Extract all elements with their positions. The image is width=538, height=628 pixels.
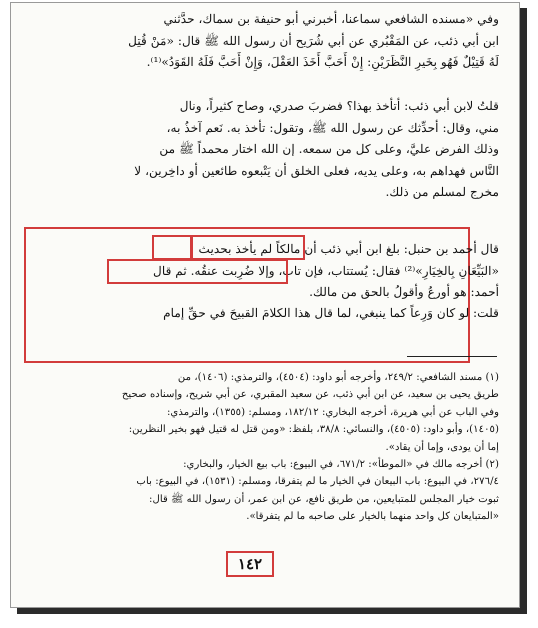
- paragraph-2: [29, 96, 499, 204]
- paragraph-4: [29, 303, 499, 325]
- highlight-box-malik: [152, 235, 192, 260]
- footnote-line: طريق يحيى بن سعيد، عن ابن أبي ذئب، عن سعيد المقبري، عن أبي شريح، وإسناده صحيح: [121, 389, 499, 401]
- text-line: «البَيِّعَانِ بِالخِيَارِ»⁽²⁾ فقال: يُستتاب، فإن تاب، وإلا ضُرِبت عنقُه. ثم قال: [153, 263, 499, 278]
- footnote-line: ثبوت خيار المجلس للمتبايعين، من طريق نافع، عن ابن عمر، أن رسول الله ﷺ قال:: [149, 493, 499, 505]
- highlight-box-execution: [107, 259, 288, 284]
- text-line: قلت: لو كان وَرِعاً كما ينبغي، لما قال هذا الكلامَ القبيحَ في حقِّ إمام: [163, 306, 499, 320]
- footnote-line: وفي الباب عن أبي هريرة، أخرجه البخاري: ١٨٢/١٢، ومسلم: (١٣٥٥)، والترمذي:: [167, 406, 499, 418]
- footnote-line: (١٤٠٥)، وأبو داود: (٤٥٠٥)، والنسائي: ٣٨/٨، بلفظ: «ومن قتل له قتيل فهو بخير النظرين:: [128, 424, 499, 436]
- text-line: مني، وقال: أحدِّثك عن رسول الله ﷺ، وتقول: تأخذ به. نَعم آخذُ به،: [166, 120, 499, 135]
- text-line: ابن أبي ذئب، عن المَقْبُري عن أبي شُرَيح أن رسول الله ﷺ قال: «مَنْ قُتِل: [128, 33, 499, 48]
- text-line: قال أحمد بن حنبل: بلغ ابن أبي ذئب أن مالكاً لم يأخذ بحديث: [198, 242, 499, 256]
- paragraph-1: [29, 9, 499, 74]
- text-line: أحمد: هو أورعُ وأقولُ بالحق من مالك.: [309, 285, 499, 299]
- document-page: [10, 2, 520, 608]
- page-number: ١٤٢: [226, 551, 274, 577]
- footnote-line: إما أن يودى، وإما أن يقاد».: [385, 441, 499, 453]
- footnote-line: (١) مسند الشافعي: ٢٤٩/٢، وأخرجه أبو داود: (٤٥٠٤)، والترمذي: (١٤٠٦)، من: [177, 372, 499, 383]
- footnote-separator: [407, 356, 497, 357]
- text-line: لَهُ قَتِيْلٌ فَهُو بِخَيرِ النَّظَرَيْنِ: إِنْ أَحَبَّ أَخَذَ العَقْلَ، وَإِنْ أَحَبَّ فَلَهُ القَوَدُ»⁽¹⁾.: [146, 55, 499, 69]
- highlight-box-ibn-abi-dhib: [191, 235, 305, 260]
- footnotes: [29, 369, 499, 526]
- text-line: مخرج لمسلم من ذلك.: [385, 185, 499, 199]
- footnote-line: «المتبايعان كل واحد منهما بالخيار على صاحبه ما لم يتفرقا».: [246, 511, 499, 523]
- text-line: وفي «مسنده الشافعي سماعنا، أخبرني أبو حنيفة بن سماك، حدَّثني: [163, 12, 499, 26]
- footnote-line: (٢) أخرجه مالك في «الموطأ»: ٦٧١/٢، في البيوع: باب بيع الخيار، والبخاري:: [183, 459, 499, 471]
- text-line: وذلك الفرض عليَّ، وعلى كل من سمعه. إن الله اختار محمداً ﷺ من: [159, 142, 499, 156]
- footnote-line: ٢٧٦/٤، في البيوع: باب البيعان في الخيار ما لم يتفرقا، ومسلم: (١٥٣١)، في البيوع: باب: [136, 476, 499, 488]
- text-line: قلتُ لابن أبي ذئب: أتأخذ بهذا؟ فضربَ صدري، وصاح كثيراً، ونال: [179, 99, 499, 113]
- text-line: النَّاس فهداهم به، وعلى يديه، فعلى الخلق أن يَتْبعوه طائعين أو داخِرين، لا: [134, 163, 499, 178]
